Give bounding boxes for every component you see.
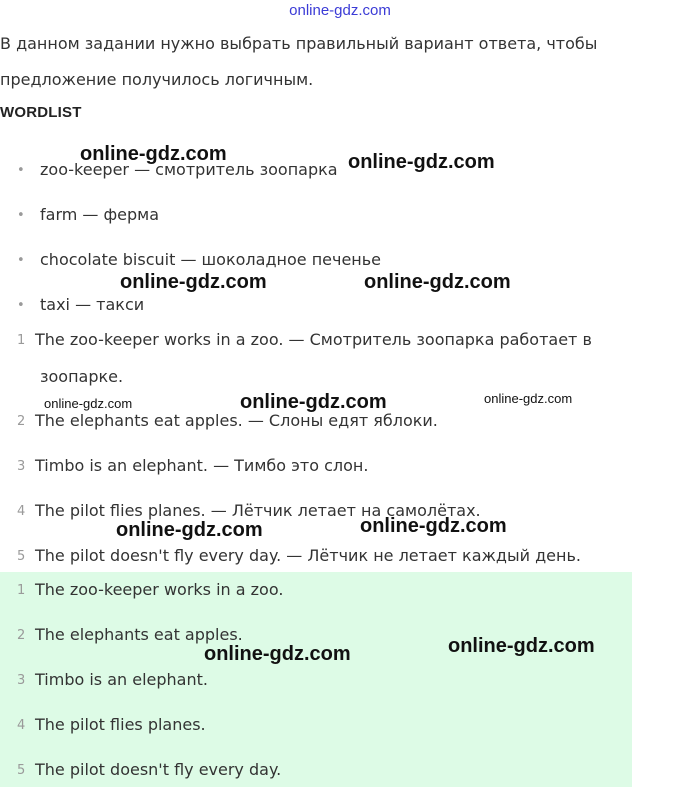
wordlist-item: taxi — такси <box>40 295 145 314</box>
watermark: online-gdz.com <box>44 396 133 411</box>
watermark: online-gdz.com <box>348 151 495 173</box>
translation-line: The pilot flies planes. — Лётчик летает на самолётах. <box>35 501 481 520</box>
wordlist-item: zoo-keeper — смотритель зоопарка <box>40 160 338 179</box>
answer-line: The pilot flies planes. <box>35 715 206 734</box>
translation-line: The pilot doesn't fly every day. — Лётчик не летает каждый день. <box>35 546 581 565</box>
watermark: online-gdz.com <box>364 271 511 293</box>
translation-line: The zoo-keeper works in a zoo. — Смотритель зоопарка работает в <box>35 330 592 349</box>
translation-number: 2 <box>17 414 26 429</box>
answer-number: 4 <box>17 718 26 733</box>
bullet-icon: • <box>17 253 25 268</box>
watermark: online-gdz.com <box>116 519 263 541</box>
translation-line: Timbo is an elephant. — Тимбо это слон. <box>35 456 369 475</box>
watermark: online-gdz.com <box>484 391 573 406</box>
wordlist-item: chocolate biscuit — шоколадное печенье <box>40 250 382 269</box>
answer-line: The pilot doesn't fly every day. <box>35 760 282 779</box>
answer-number: 3 <box>17 673 26 688</box>
watermark-top: online-gdz.com <box>289 2 391 19</box>
answers-block <box>0 572 632 787</box>
watermark: online-gdz.com <box>120 271 267 293</box>
watermark: online-gdz.com <box>360 515 507 537</box>
bullet-icon: • <box>17 163 25 178</box>
translation-number: 5 <box>17 549 26 564</box>
watermark: online-gdz.com <box>240 391 387 413</box>
answer-line: Timbo is an elephant. <box>35 670 208 689</box>
answer-line: The zoo-keeper works in a zoo. <box>35 580 284 599</box>
answer-number: 1 <box>17 583 26 598</box>
translation-line: зоопарке. <box>40 367 124 386</box>
answer-number: 5 <box>17 763 26 778</box>
watermark: online-gdz.com <box>80 143 227 165</box>
watermark: online-gdz.com <box>448 635 595 657</box>
wordlist-item: farm — ферма <box>40 205 160 224</box>
translation-number: 3 <box>17 459 26 474</box>
translation-number: 4 <box>17 504 26 519</box>
bullet-icon: • <box>17 208 25 223</box>
answer-line: The elephants eat apples. <box>35 625 243 644</box>
translation-number: 1 <box>17 333 26 348</box>
bullet-icon: • <box>17 298 25 313</box>
intro-line-1: В данном задании нужно выбрать правильный вариант ответа, чтобы <box>0 34 598 53</box>
wordlist-heading: WORDLIST <box>0 104 82 121</box>
translation-line: The elephants eat apples. — Слоны едят яблоки. <box>35 411 438 430</box>
answer-number: 2 <box>17 628 26 643</box>
intro-line-2: предложение получилось логичным. <box>0 70 314 89</box>
watermark: online-gdz.com <box>204 643 351 665</box>
